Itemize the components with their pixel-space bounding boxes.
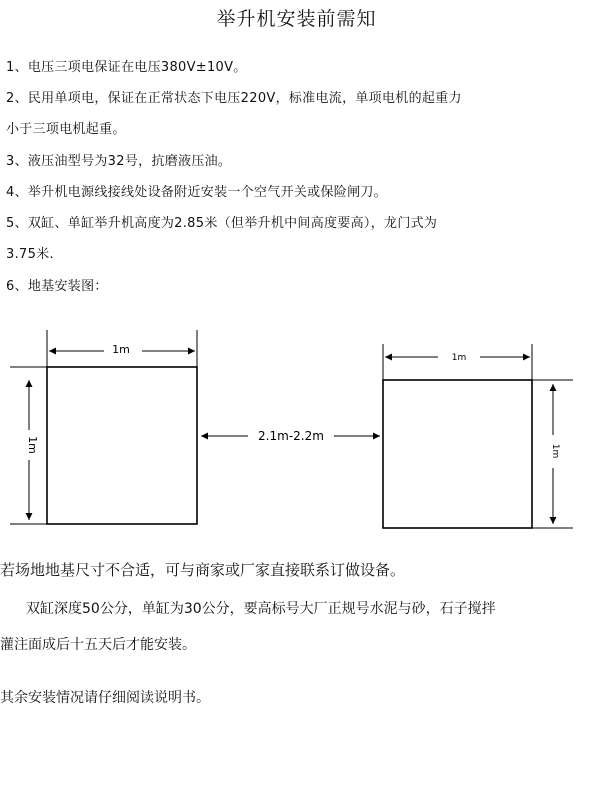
right-height-label: 1m bbox=[550, 443, 560, 459]
manual-note: 其余安装情况请仔细阅读说明书。 bbox=[0, 690, 210, 706]
item-5-height: 5、双缸、单缸举升机高度为2.85米（但举升机中间高度要高），龙门式为 bbox=[6, 216, 438, 231]
pit-depth-note: 双缸深度50公分，单缸为30公分，要高标号大厂正规号水泥与砂，石子搅拌 bbox=[26, 601, 496, 617]
right-width-label: 1m bbox=[451, 353, 467, 363]
item-1-power: 1、电压三项电保证在电压380V±10V。 bbox=[6, 60, 247, 75]
gap-dimension bbox=[201, 429, 380, 443]
left-width-label: 1m bbox=[112, 343, 130, 356]
foundation-diagram bbox=[0, 320, 593, 540]
left-pit bbox=[10, 330, 197, 524]
item-5-continued: 3.75米. bbox=[6, 247, 54, 262]
left-height-label: 1m bbox=[26, 436, 39, 454]
item-3-hydraulic-oil: 3、液压油型号为32号，抗磨液压油。 bbox=[6, 154, 232, 169]
item-2-single-phase: 2、民用单项电，保证在正常状态下电压220V，标准电流，单项电机的起重力 bbox=[6, 91, 462, 106]
cure-time-note: 灌注面成后十五天后才能安装。 bbox=[0, 637, 196, 653]
custom-order-note: 若场地地基尺寸不合适，可与商家或厂家直接联系订做设备。 bbox=[0, 561, 406, 579]
page-title: 举升机安装前需知 bbox=[216, 8, 377, 30]
right-pit bbox=[383, 344, 573, 528]
item-6-foundation-label: 6、地基安装图： bbox=[6, 279, 108, 294]
item-2-continued: 小于三项电机起重。 bbox=[6, 122, 126, 137]
item-4-breaker: 4、举升机电源线接线处设备附近安装一个空气开关或保险闸刀。 bbox=[6, 185, 387, 200]
gap-label: 2.1m-2.2m bbox=[258, 429, 324, 443]
